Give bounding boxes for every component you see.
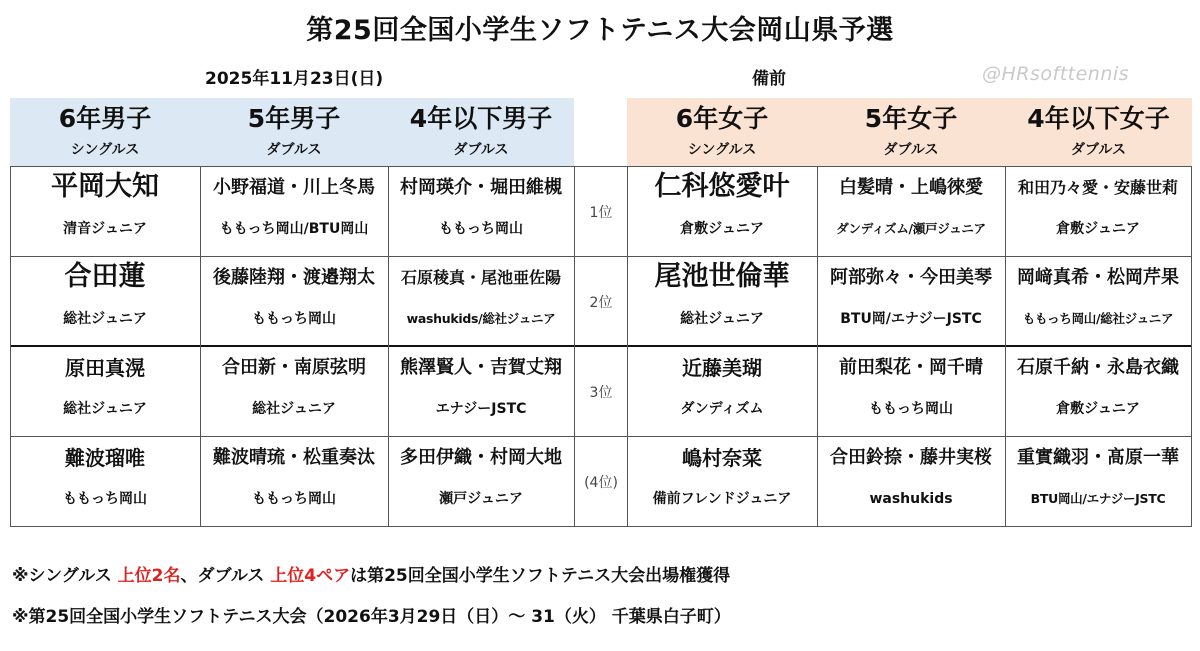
result-cell xyxy=(200,436,388,526)
player-name: 近藤美瑚 xyxy=(682,356,762,380)
result-cell xyxy=(817,436,1005,526)
club-name: BTU岡山/エナジーJSTC xyxy=(1030,491,1166,506)
player-name: 石原稜真・尾池亜佐陽 xyxy=(400,268,561,287)
social-handle-watermark: @HRsofttennis xyxy=(982,63,1130,85)
header-girls-4 xyxy=(1005,98,1192,166)
event-venue: 備前 xyxy=(752,69,786,89)
result-cell xyxy=(817,256,1005,346)
club-name: 倉敷ジュニア xyxy=(1056,221,1140,237)
rank-label: 1位 xyxy=(589,205,613,221)
header-label: 6年女子 xyxy=(675,104,769,133)
club-name: ももっち岡山 xyxy=(252,491,336,507)
player-name: 和田乃々愛・安藤世莉 xyxy=(1017,178,1178,197)
header-girls-5 xyxy=(817,98,1005,166)
club-name: washukids/総社ジュニア xyxy=(406,311,556,326)
header-type: シングルス xyxy=(70,142,140,158)
result-cell xyxy=(388,436,574,526)
player-name: 阿部弥々・今田美琴 xyxy=(830,267,992,288)
header-label: 6年男子 xyxy=(58,104,152,133)
result-cell xyxy=(1005,436,1191,526)
club-name: ももっち岡山/総社ジュニア xyxy=(1022,311,1174,326)
player-name: 村岡瑛介・堀田維槻 xyxy=(400,177,562,198)
page-title: 第25回全国小学生ソフトテニス大会岡山県予選 xyxy=(306,15,894,46)
result-cell xyxy=(200,256,388,346)
rank-label: (4位) xyxy=(584,475,618,491)
player-name: 尾池世倫華 xyxy=(654,261,790,292)
header-type: シングルス xyxy=(687,142,757,158)
result-cell xyxy=(10,436,200,526)
result-cell xyxy=(10,256,200,346)
note-highlight: 上位4ペア xyxy=(270,566,351,586)
rank-label: 2位 xyxy=(589,295,613,311)
player-name: 重實織羽・髙原一華 xyxy=(1017,447,1179,468)
club-name: ももっち岡山 xyxy=(63,491,147,507)
header-type: ダブルス xyxy=(883,142,939,158)
girls-header-band xyxy=(627,98,1192,166)
result-cell xyxy=(817,346,1005,436)
club-name: エナジーJSTC xyxy=(435,401,527,417)
player-name: 合田新・南原弦明 xyxy=(222,357,366,378)
club-name: 倉敷ジュニア xyxy=(680,221,764,237)
club-name: 瀬戸ジュニア xyxy=(439,491,523,507)
header-label: 5年男子 xyxy=(247,104,341,133)
result-cell xyxy=(10,166,200,256)
header-type: ダブルス xyxy=(266,142,322,158)
note-text: は第25回全国小学生ソフトテニス大会出場権獲得 xyxy=(350,566,731,586)
player-name: 熊澤賢人・吉賀丈翔 xyxy=(400,357,562,378)
club-name: 総社ジュニア xyxy=(252,401,336,417)
player-name: 難波瑠唯 xyxy=(65,446,145,470)
result-cell xyxy=(388,166,574,256)
header-label: 4年以下女子 xyxy=(1027,104,1170,133)
header-label: 5年女子 xyxy=(864,104,958,133)
result-cell xyxy=(388,256,574,346)
player-name: 仁科悠愛叶 xyxy=(654,171,790,202)
result-cell xyxy=(388,346,574,436)
club-name: 総社ジュニア xyxy=(63,401,147,417)
club-name: 総社ジュニア xyxy=(680,311,764,327)
note-text: 、ダブルス xyxy=(180,566,271,586)
grid-vline xyxy=(1191,166,1192,527)
result-cell xyxy=(627,346,817,436)
club-name: 備前フレンドジュニア xyxy=(652,491,792,507)
club-name: 総社ジュニア xyxy=(63,311,147,327)
player-name: 原田真滉 xyxy=(65,356,145,380)
player-name: 合田蓮 xyxy=(64,261,146,292)
note-highlight: 上位2名 xyxy=(117,566,181,586)
player-name: 合田鈴捺・藤井実桜 xyxy=(830,447,992,468)
result-cell xyxy=(1005,166,1191,256)
header-boys-6 xyxy=(10,98,200,166)
player-name: 多田伊織・村岡大地 xyxy=(400,447,562,468)
player-name: 岡﨑真希・松岡芹果 xyxy=(1017,267,1179,288)
result-cell xyxy=(1005,346,1191,436)
result-cell xyxy=(627,166,817,256)
player-name: 小野福道・川上冬馬 xyxy=(213,177,375,198)
result-cell xyxy=(10,346,200,436)
club-name: ももっち岡山/BTU岡山 xyxy=(219,221,369,237)
club-name: washukids xyxy=(869,491,953,507)
club-name: ももっち岡山 xyxy=(869,401,953,417)
event-date: 2025年11月23日(日) xyxy=(205,69,384,89)
club-name: ももっち岡山 xyxy=(439,221,523,237)
player-name: 白髪晴・上嶋徠愛 xyxy=(839,177,983,198)
header-type: ダブルス xyxy=(1070,142,1127,158)
club-name: 倉敷ジュニア xyxy=(1056,401,1140,417)
tournament-note: ※第25回全国小学生ソフトテニス大会（2026年3月29日（日）～ 31（火） 千葉県白子町） xyxy=(12,607,731,627)
player-name: 前田梨花・岡千晴 xyxy=(839,357,983,378)
result-cell xyxy=(627,256,817,346)
player-name: 難波晴琉・松重奏汰 xyxy=(213,447,375,468)
result-cell xyxy=(200,346,388,436)
club-name: ももっち岡山 xyxy=(252,311,336,327)
club-name: 清音ジュニア xyxy=(63,221,147,237)
header-label: 4年以下男子 xyxy=(409,104,553,133)
note-text: ※シングルス xyxy=(12,566,118,586)
boys-header-band xyxy=(10,98,574,166)
result-cell xyxy=(817,166,1005,256)
qualification-note xyxy=(12,561,730,586)
club-name: ダンディズム xyxy=(680,401,764,417)
grid-bottom-line xyxy=(10,526,1192,527)
player-name: 平岡大知 xyxy=(51,171,159,202)
header-boys-4 xyxy=(388,98,574,166)
club-name: ダンディズム/瀬戸ジュニア xyxy=(836,221,986,236)
header-girls-6 xyxy=(627,98,817,166)
result-cell xyxy=(627,436,817,526)
result-cell xyxy=(1005,256,1191,346)
player-name: 石原千納・永島衣織 xyxy=(1017,357,1179,378)
header-boys-5 xyxy=(200,98,388,166)
rank-label: 3位 xyxy=(589,385,613,401)
player-name: 後藤陸翔・渡邉翔太 xyxy=(213,267,375,288)
player-name: 嶋村奈菜 xyxy=(682,446,762,470)
result-cell xyxy=(200,166,388,256)
club-name: BTU岡/エナジーJSTC xyxy=(840,311,982,327)
header-type: ダブルス xyxy=(453,142,509,158)
